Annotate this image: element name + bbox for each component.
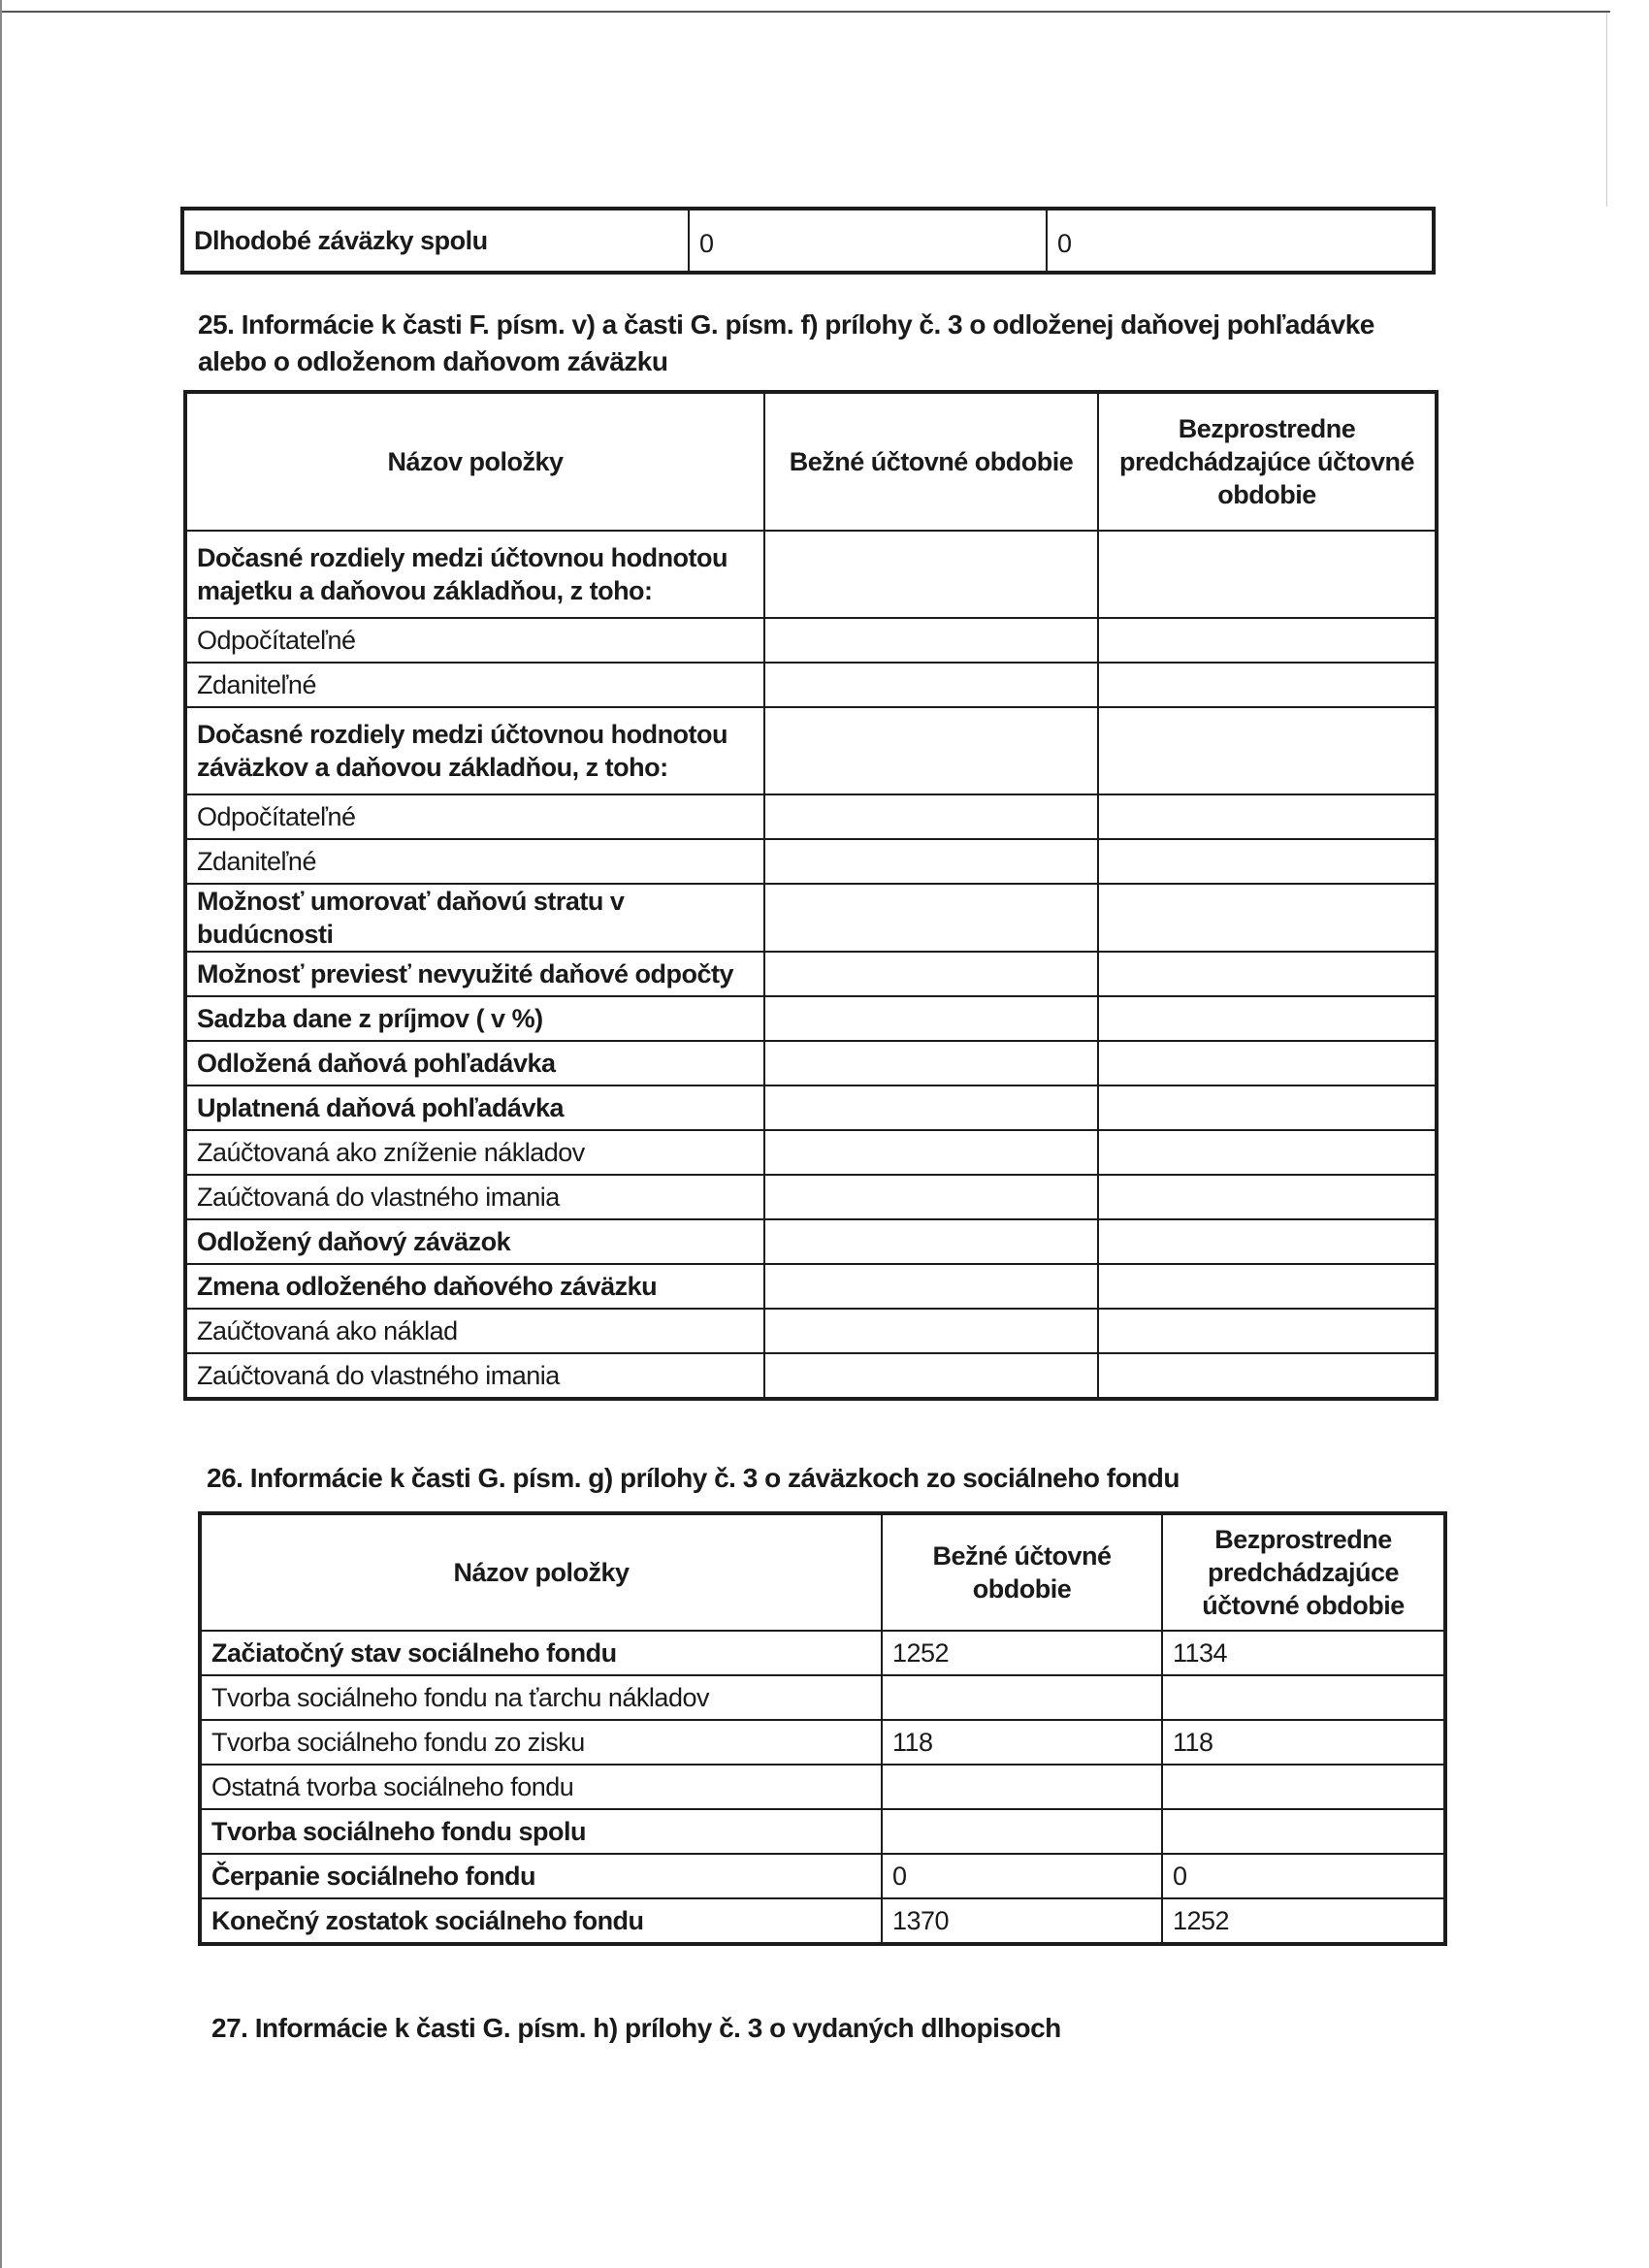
column-header-previous-period: Bezprostredne predchádzajúce účtovné obdobie [1098, 392, 1437, 531]
previous-period-value [1162, 1675, 1445, 1720]
table-header-row [185, 392, 1437, 531]
column-header-previous-period: Bezprostredne predchádzajúce účtovné obdobie [1162, 1513, 1445, 1631]
row-label: Dlhodobé záväzky spolu [182, 209, 689, 273]
current-period-value: 1252 [882, 1631, 1162, 1675]
table-row [185, 1264, 1437, 1309]
current-period-value [882, 1809, 1162, 1854]
previous-period-value: 0 [1162, 1854, 1445, 1898]
table-row [200, 1675, 1445, 1720]
table-header-row [200, 1513, 1445, 1631]
current-period-value [764, 1353, 1098, 1399]
column-header-item-name: Názov položky [185, 392, 764, 531]
table-row [185, 1041, 1437, 1085]
table-row [185, 663, 1437, 707]
section-25-heading: 25. Informácie k časti F. písm. v) a časti G. písm. f) prílohy č. 3 o odloženej daňovej pohľadávke alebo o odloženom daňovom záväzku [198, 309, 1374, 376]
previous-period-value: 1252 [1162, 1898, 1445, 1944]
current-period-value: 0 [882, 1854, 1162, 1898]
previous-period-value [1098, 1041, 1437, 1085]
table-row [185, 1309, 1437, 1353]
row-label: Dočasné rozdiely medzi účtovnou hodnotou záväzkov a daňovou základňou, z toho: [185, 707, 764, 794]
previous-period-value [1162, 1765, 1445, 1809]
current-period-value [764, 884, 1098, 952]
table-row [200, 1720, 1445, 1765]
row-label: Zdaniteľné [185, 839, 764, 884]
current-period-value [882, 1765, 1162, 1809]
current-period-value [764, 1175, 1098, 1219]
previous-period-value [1098, 996, 1437, 1041]
table-row [200, 1898, 1445, 1944]
previous-period-value [1098, 1309, 1437, 1353]
current-period-value [764, 1085, 1098, 1130]
current-period-value [764, 1219, 1098, 1264]
table-row [185, 996, 1437, 1041]
table-row [185, 1130, 1437, 1175]
page-edge-left [0, 0, 2, 2268]
row-label: Zaúčtovaná ako náklad [185, 1309, 764, 1353]
table-row [185, 952, 1437, 996]
current-period-value [764, 618, 1098, 663]
row-label: Uplatnená daňová pohľadávka [185, 1085, 764, 1130]
table-row [185, 1353, 1437, 1399]
current-period-value [764, 663, 1098, 707]
previous-period-value [1098, 1264, 1437, 1309]
table-row [185, 531, 1437, 618]
row-label: Ostatná tvorba sociálneho fondu [200, 1765, 882, 1809]
current-period-value: 1370 [882, 1898, 1162, 1944]
section-26-heading: 26. Informácie k časti G. písm. g) prílohy č. 3 o záväzkoch zo sociálneho fondu [207, 1463, 1180, 1493]
current-period-value: 118 [882, 1720, 1162, 1765]
row-label: Zdaniteľné [185, 663, 764, 707]
row-label: Tvorba sociálneho fondu zo zisku [200, 1720, 882, 1765]
row-label: Odložená daňová pohľadávka [185, 1041, 764, 1085]
current-period-value [764, 1041, 1098, 1085]
table-row [182, 209, 1434, 273]
deferred-tax-table [183, 390, 1439, 1401]
row-label: Zaúčtovaná ako zníženie nákladov [185, 1130, 764, 1175]
row-label: Zaúčtovaná do vlastného imania [185, 1353, 764, 1399]
current-period-value [764, 952, 1098, 996]
table-row [185, 1175, 1437, 1219]
current-period-value [764, 707, 1098, 794]
row-label: Zmena odloženého daňového záväzku [185, 1264, 764, 1309]
previous-period-value [1098, 531, 1437, 618]
row-label: Odpočítateľné [185, 618, 764, 663]
current-period-value [764, 794, 1098, 839]
column-header-item-name: Názov položky [200, 1513, 882, 1631]
row-label: Zaúčtovaná do vlastného imania [185, 1175, 764, 1219]
previous-period-value [1098, 1219, 1437, 1264]
row-label: Dočasné rozdiely medzi účtovnou hodnotou majetku a daňovou základňou, z toho: [185, 531, 764, 618]
previous-period-value [1098, 663, 1437, 707]
previous-period-value: 0 [1047, 209, 1434, 273]
previous-period-value [1098, 618, 1437, 663]
previous-period-value [1098, 839, 1437, 884]
table-row [185, 884, 1437, 952]
previous-period-value: 1134 [1162, 1631, 1445, 1675]
previous-period-value [1098, 794, 1437, 839]
table-row [200, 1809, 1445, 1854]
row-label: Konečný zostatok sociálneho fondu [200, 1898, 882, 1944]
previous-period-value [1098, 952, 1437, 996]
table-row [185, 794, 1437, 839]
row-label: Možnosť previesť nevyužité daňové odpočty [185, 952, 764, 996]
current-period-value: 0 [689, 209, 1047, 273]
current-period-value [764, 531, 1098, 618]
section-27-heading: 27. Informácie k časti G. písm. h) prílohy č. 3 o vydaných dlhopisoch [211, 2013, 1061, 2043]
table-row [185, 1085, 1437, 1130]
page-edge-right [1606, 13, 1607, 207]
previous-period-value [1098, 1085, 1437, 1130]
table-row [185, 839, 1437, 884]
table-row [200, 1765, 1445, 1809]
current-period-value [764, 1130, 1098, 1175]
previous-period-value [1098, 1175, 1437, 1219]
current-period-value [764, 839, 1098, 884]
column-header-current-period: Bežné účtovné obdobie [764, 392, 1098, 531]
table-row [200, 1631, 1445, 1675]
previous-period-value [1162, 1809, 1445, 1854]
social-fund-table [198, 1511, 1447, 1946]
table-row [185, 1219, 1437, 1264]
previous-period-value [1098, 884, 1437, 952]
table-row [185, 707, 1437, 794]
current-period-value [764, 1264, 1098, 1309]
long-term-liabilities-table [180, 207, 1436, 275]
current-period-value [882, 1675, 1162, 1720]
row-label: Čerpanie sociálneho fondu [200, 1854, 882, 1898]
previous-period-value [1098, 1130, 1437, 1175]
row-label: Možnosť umorovať daňovú stratu v budúcnosti [185, 884, 764, 952]
row-label: Odpočítateľné [185, 794, 764, 839]
table-row [185, 618, 1437, 663]
row-label: Odložený daňový záväzok [185, 1219, 764, 1264]
current-period-value [764, 1309, 1098, 1353]
row-label: Začiatočný stav sociálneho fondu [200, 1631, 882, 1675]
previous-period-value [1098, 707, 1437, 794]
column-header-current-period: Bežné účtovné obdobie [882, 1513, 1162, 1631]
row-label: Tvorba sociálneho fondu spolu [200, 1809, 882, 1854]
page-edge-top [0, 11, 1610, 13]
current-period-value [764, 996, 1098, 1041]
row-label: Tvorba sociálneho fondu na ťarchu nákladov [200, 1675, 882, 1720]
row-label: Sadzba dane z príjmov ( v %) [185, 996, 764, 1041]
table-row [200, 1854, 1445, 1898]
previous-period-value: 118 [1162, 1720, 1445, 1765]
previous-period-value [1098, 1353, 1437, 1399]
